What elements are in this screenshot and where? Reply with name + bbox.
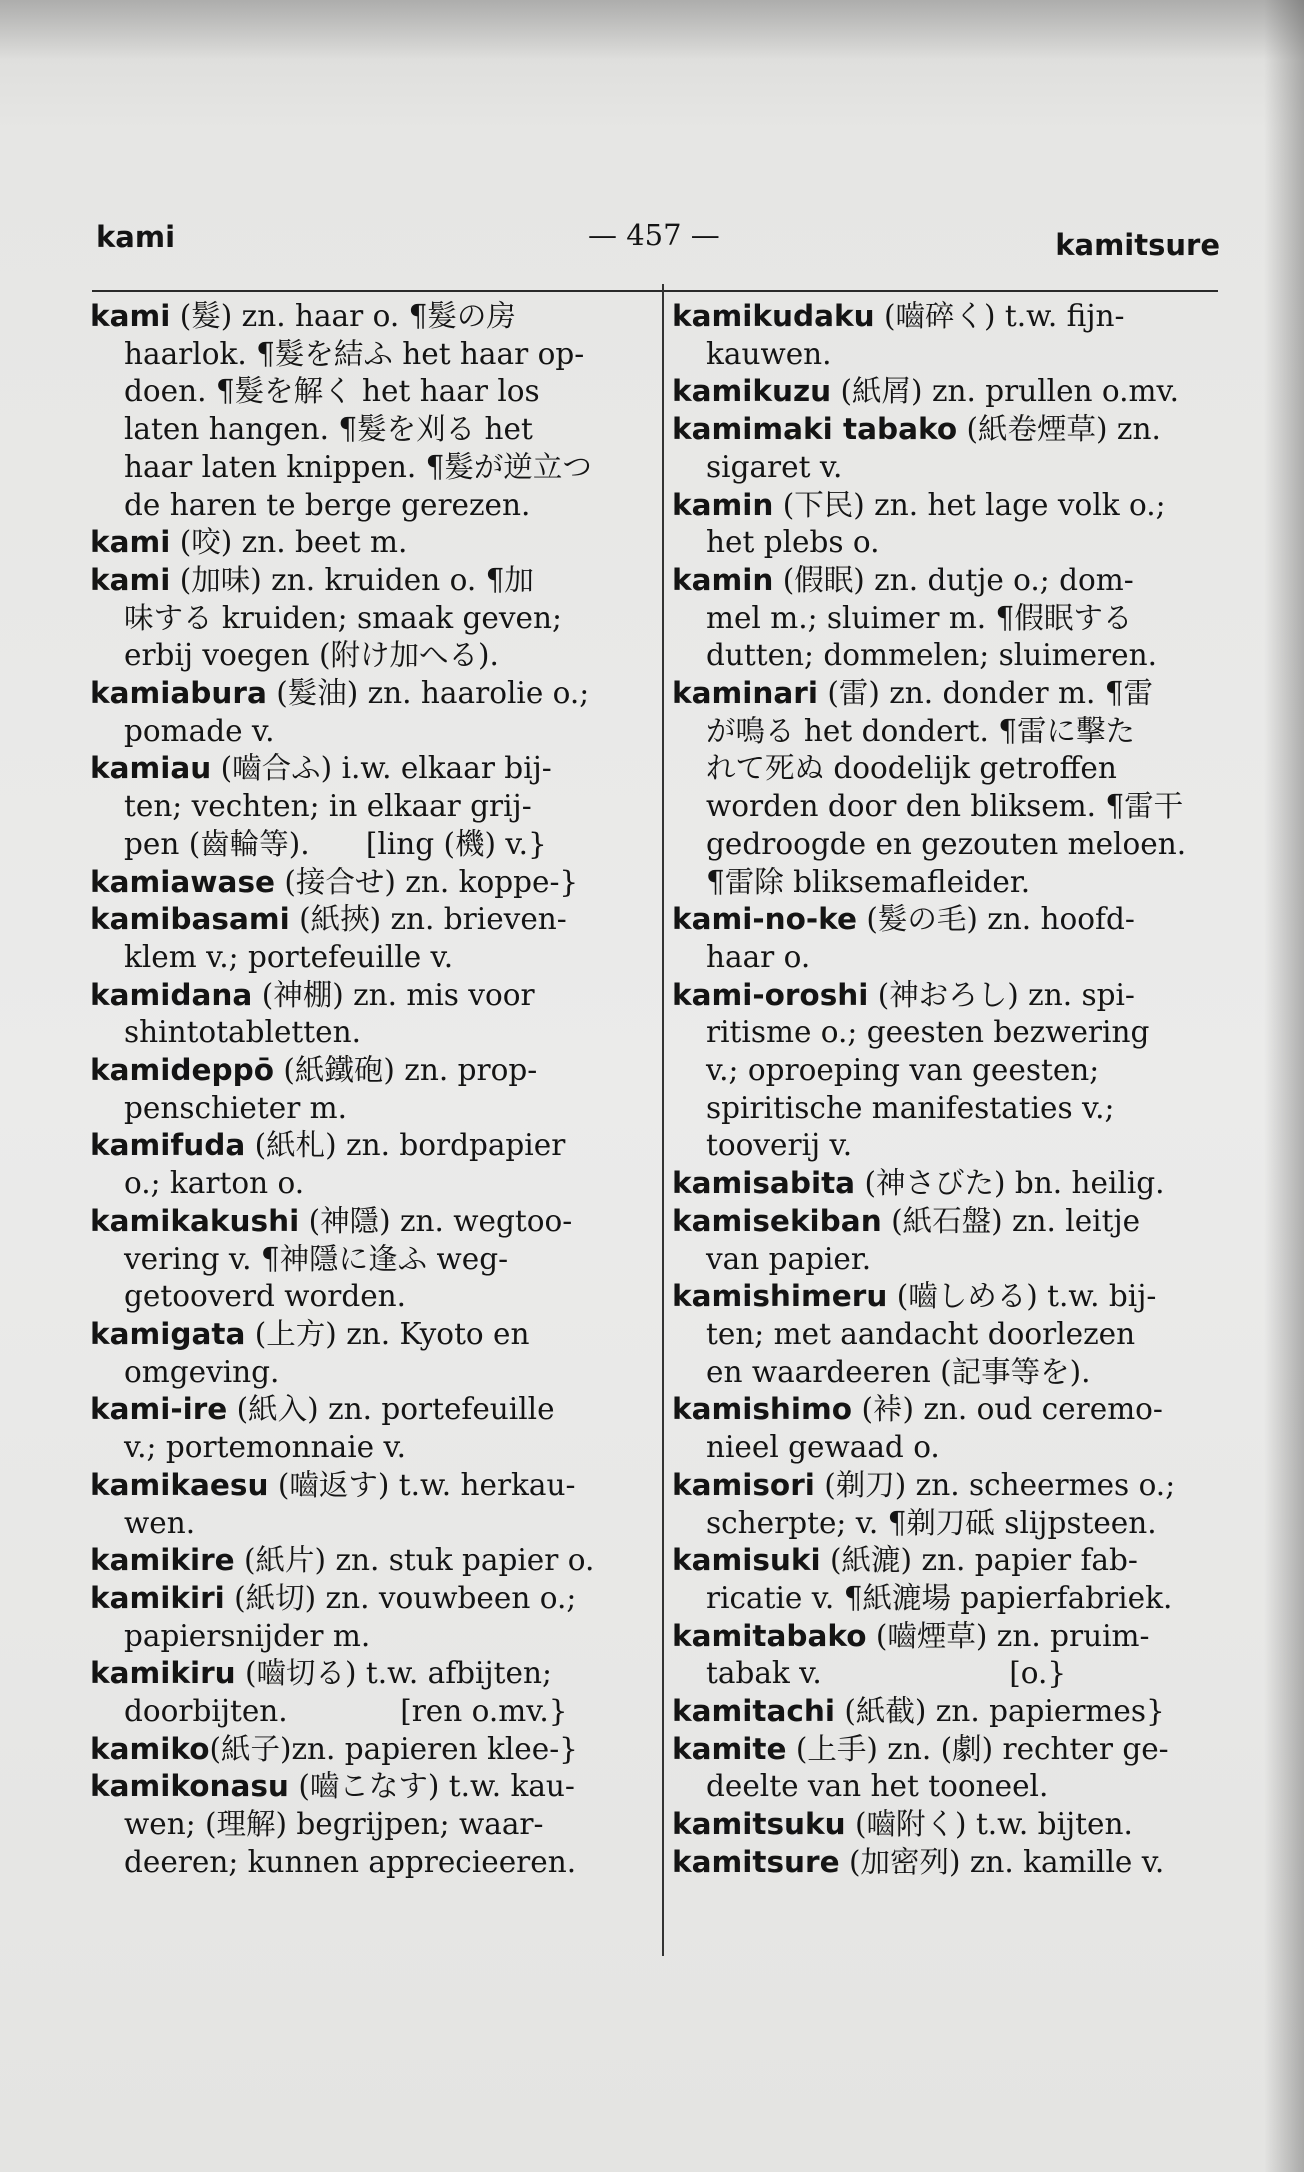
- entry-definition: (嚙附く) t.w. bijten.: [845, 1807, 1133, 1842]
- entry-headword: kamibasami: [90, 902, 290, 937]
- entry-first-line: [672, 562, 1232, 600]
- dictionary-entry: [90, 1391, 630, 1466]
- entry-continuation-line: sigaret v.: [706, 449, 843, 484]
- dictionary-entry: [672, 1165, 1232, 1203]
- entry-definition: (雷) zn. donder m. ¶雷: [817, 676, 1153, 711]
- entry-headword: kamikuzu: [672, 374, 832, 409]
- entry-headword: kami-ire: [90, 1392, 228, 1427]
- entry-headword: kamifuda: [90, 1128, 246, 1163]
- entry-continuation-line: tooverij v.: [706, 1128, 853, 1163]
- dictionary-entry: [90, 1580, 630, 1655]
- entry-continuation-line: kauwen.: [706, 336, 832, 371]
- entry-headword: kamikaesu: [90, 1467, 269, 1502]
- entry-definition: (嚙合ふ) i.w. elkaar bij-: [211, 751, 552, 786]
- entry-continuation-line: en waardeeren (記事等を).: [706, 1354, 1091, 1389]
- entry-first-line: [672, 1391, 1232, 1429]
- entry-headword: kamikudaku: [672, 299, 875, 333]
- entry-definition: (髮油) zn. haarolie o.;: [266, 676, 590, 711]
- entry-first-line: [90, 864, 630, 902]
- entry-continuation-line: ricatie v. ¶紙漉場 papierfabriek.: [706, 1580, 1173, 1615]
- entry-headword: kamiau: [90, 751, 212, 786]
- entry-continuation-line: klem v.; portefeuille v.: [124, 939, 454, 974]
- dictionary-entry: [90, 562, 630, 675]
- entry-definition: (紙子)zn. papieren klee-}: [209, 1731, 578, 1766]
- entry-headword: kamiabura: [90, 676, 267, 711]
- entry-continuation-line: laten hangen. ¶髮を刈る het: [124, 412, 533, 447]
- dictionary-entry: [672, 562, 1232, 675]
- entry-first-line: [90, 1580, 630, 1618]
- entry-definition: (上手) zn. (劇) rechter ge-: [786, 1731, 1169, 1766]
- entry-continuation-line: ritisme o.; geesten bezwering: [706, 1015, 1150, 1050]
- entry-first-line: [672, 373, 1232, 411]
- entry-first-line: [672, 411, 1232, 449]
- left-column: [90, 298, 630, 1882]
- dictionary-entry: [90, 1127, 630, 1202]
- dictionary-entry: [90, 1316, 630, 1391]
- page-top-shadow: [0, 0, 1304, 60]
- entry-headword: kamitsuku: [672, 1807, 846, 1842]
- entry-first-line: [90, 562, 630, 600]
- entry-continuation-line: tabak v. [o.}: [706, 1656, 1067, 1691]
- entry-definition: (剃刀) zn. scheermes o.;: [814, 1467, 1176, 1502]
- entry-first-line: [90, 298, 630, 336]
- entry-definition: (假眠) zn. dutje o.; dom-: [773, 562, 1134, 597]
- entry-first-line: [90, 1467, 630, 1505]
- entry-continuation-line: 味する kruiden; smaak geven;: [124, 600, 562, 635]
- entry-definition: (紙漉) zn. papier fab-: [820, 1543, 1138, 1578]
- entry-first-line: [672, 1693, 1232, 1731]
- entry-first-line: [672, 1165, 1232, 1203]
- entry-headword: kamiawase: [90, 864, 276, 899]
- entry-continuation-line: pen (齒輪等). [ling (機) v.}: [124, 826, 547, 861]
- entry-headword: kamideppō: [90, 1053, 275, 1088]
- dictionary-entry: [90, 750, 630, 863]
- entry-continuation-line: deelte van het tooneel.: [706, 1769, 1049, 1804]
- dictionary-entry: [90, 524, 630, 562]
- entry-continuation-line: van papier.: [706, 1241, 872, 1276]
- entry-headword: kamimaki tabako: [672, 412, 958, 447]
- entry-definition: (神棚) zn. mis voor: [252, 977, 535, 1012]
- dictionary-entry: [672, 1618, 1232, 1693]
- dictionary-entry: [672, 1806, 1232, 1844]
- entry-continuation-line: erbij voegen (附け加へる).: [124, 638, 499, 673]
- dictionary-entry: [90, 1467, 630, 1542]
- entry-first-line: [90, 977, 630, 1015]
- entry-continuation-line: haarlok. ¶髮を結ふ het haar op-: [124, 336, 585, 371]
- dictionary-entry: [672, 675, 1232, 901]
- entry-continuation-line: scherpte; v. ¶剃刀砥 slijpsteen.: [706, 1505, 1157, 1540]
- entry-headword: kamishimo: [672, 1392, 853, 1427]
- entry-definition: (紙切) zn. vouwbeen o.;: [224, 1580, 577, 1615]
- entry-continuation-line: れて死ぬ doodelijk getroffen: [706, 751, 1117, 786]
- dictionary-entry: [90, 1768, 630, 1881]
- dictionary-entry: [672, 1693, 1232, 1731]
- dictionary-entry: [90, 1731, 630, 1769]
- dictionary-entry: [90, 1542, 630, 1580]
- entry-first-line: [672, 487, 1232, 525]
- entry-headword: kamisori: [672, 1467, 815, 1502]
- entry-definition: (裃) zn. oud ceremo-: [852, 1392, 1163, 1427]
- entry-continuation-line: nieel gewaad o.: [706, 1430, 940, 1465]
- entry-definition: (紙屑) zn. prullen o.mv.: [831, 374, 1180, 409]
- entry-definition: (咬) zn. beet m.: [170, 525, 408, 560]
- entry-first-line: [672, 1467, 1232, 1505]
- entry-continuation-line: v.; portemonnaie v.: [124, 1430, 407, 1465]
- entry-continuation-line: ten; met aandacht doorlezen: [706, 1316, 1136, 1351]
- entry-first-line: [672, 1618, 1232, 1656]
- entry-definition: (紙挾) zn. brieven-: [289, 902, 567, 937]
- entry-continuation-line: shintotabletten.: [124, 1015, 361, 1050]
- entry-definition: (嚙煙草) zn. pruim-: [866, 1618, 1150, 1653]
- running-header: [96, 212, 1220, 262]
- entry-first-line: [672, 1278, 1232, 1316]
- dictionary-entry: [672, 1731, 1232, 1806]
- entry-continuation-line: doorbijten. [ren o.mv.}: [124, 1694, 568, 1729]
- entry-continuation-line: pomade v.: [124, 713, 275, 748]
- page-binding-shadow: [1264, 0, 1304, 2172]
- entry-headword: kamisabita: [672, 1166, 856, 1201]
- entry-definition: (紙入) zn. portefeuille: [227, 1392, 555, 1427]
- entry-headword: kamigata: [90, 1316, 246, 1351]
- dictionary-entry: [672, 977, 1232, 1166]
- entry-first-line: [90, 1203, 630, 1241]
- entry-continuation-line: deeren; kunnen apprecieeren.: [124, 1844, 577, 1879]
- entry-first-line: [90, 524, 630, 562]
- entry-definition: (紙札) zn. bordpapier: [245, 1128, 566, 1163]
- entry-continuation-line: o.; karton o.: [124, 1166, 305, 1201]
- entry-continuation-line: ten; vechten; in elkaar grij-: [124, 789, 532, 824]
- page-number: — 457 —: [588, 218, 720, 252]
- dictionary-entry: [90, 864, 630, 902]
- dictionary-entry: [672, 1542, 1232, 1617]
- entry-first-line: [672, 1731, 1232, 1769]
- entry-headword: kamisekiban: [672, 1203, 882, 1238]
- entry-headword: kamitachi: [672, 1694, 835, 1729]
- entry-headword: kami: [90, 562, 171, 597]
- entry-definition: (髮の毛) zn. hoofd-: [856, 902, 1135, 937]
- entry-headword: kami-no-ke: [672, 902, 857, 937]
- entry-continuation-line: ¶雷除 bliksemafleider.: [706, 864, 1031, 899]
- entry-first-line: [90, 1542, 630, 1580]
- entry-continuation-line: vering v. ¶神隱に逢ふ weg-: [124, 1241, 509, 1276]
- entry-first-line: [90, 1127, 630, 1165]
- entry-continuation-line: omgeving.: [124, 1354, 280, 1389]
- dictionary-entry: [672, 373, 1232, 411]
- dictionary-entry: [90, 1655, 630, 1730]
- entry-definition: (髮) zn. haar o. ¶髮の房: [170, 299, 516, 333]
- dictionary-entry: [90, 298, 630, 524]
- entry-headword: kamidana: [90, 977, 253, 1012]
- entry-definition: (嚙こなす) t.w. kau-: [288, 1769, 575, 1804]
- entry-headword: kamiko: [90, 1731, 210, 1766]
- entry-first-line: [90, 1731, 630, 1769]
- entry-definition: (神おろし) zn. spi-: [868, 977, 1135, 1012]
- entry-definition: (加味) zn. kruiden o. ¶加: [170, 562, 534, 597]
- entry-definition: (加密列) zn. kamille v.: [839, 1844, 1165, 1879]
- entry-continuation-line: wen; (理解) begrijpen; waar-: [124, 1807, 544, 1842]
- entry-definition: (嚙返す) t.w. herkau-: [268, 1467, 576, 1502]
- entry-first-line: [672, 1542, 1232, 1580]
- entry-definition: (紙片) zn. stuk papier o.: [234, 1543, 595, 1578]
- dictionary-entry: [672, 1844, 1232, 1882]
- entry-first-line: [90, 675, 630, 713]
- entry-continuation-line: haar o.: [706, 939, 811, 974]
- entry-headword: kamitsure: [672, 1844, 840, 1879]
- entry-first-line: [90, 1316, 630, 1354]
- entry-headword: kami-oroshi: [672, 977, 869, 1012]
- entry-continuation-line: wen.: [124, 1505, 196, 1540]
- entry-definition: (下民) zn. het lage volk o.;: [773, 487, 1166, 522]
- entry-first-line: [672, 298, 1232, 336]
- entry-headword: kamishimeru: [672, 1279, 888, 1314]
- header-first-word: kami: [96, 220, 176, 254]
- entry-headword: kamikiru: [90, 1656, 236, 1691]
- dictionary-entry: [90, 901, 630, 976]
- dictionary-entry: [90, 675, 630, 750]
- entry-continuation-line: mel m.; sluimer m. ¶假眠する: [706, 600, 1133, 635]
- entry-continuation-line: spiritische manifestaties v.;: [706, 1090, 1115, 1125]
- dictionary-entry: [90, 1203, 630, 1316]
- entry-headword: kamikakushi: [90, 1203, 300, 1238]
- entry-continuation-line: getooverd worden.: [124, 1279, 407, 1314]
- entry-continuation-line: het plebs o.: [706, 525, 880, 560]
- entry-first-line: [90, 750, 630, 788]
- entry-headword: kamikire: [90, 1543, 235, 1578]
- entry-continuation-line: v.; oproeping van geesten;: [706, 1053, 1100, 1088]
- entry-headword: kamite: [672, 1731, 787, 1766]
- entry-headword: kamin: [672, 487, 774, 522]
- entry-first-line: [672, 1806, 1232, 1844]
- dictionary-entry: [90, 977, 630, 1052]
- dictionary-entry: [672, 411, 1232, 486]
- entry-continuation-line: penschieter m.: [124, 1090, 348, 1125]
- entry-headword: kamin: [672, 562, 774, 597]
- entry-definition: (嚙切る) t.w. afbijten;: [235, 1656, 552, 1691]
- entry-continuation-line: de haren te berge gerezen.: [124, 487, 531, 522]
- entry-continuation-line: worden door den bliksem. ¶雷干: [706, 789, 1184, 824]
- entry-headword: kamikonasu: [90, 1769, 289, 1804]
- entry-definition: (接合せ) zn. koppe-}: [275, 864, 579, 899]
- entry-continuation-line: papiersnijder m.: [124, 1618, 371, 1653]
- dictionary-entry: [90, 1052, 630, 1127]
- entry-headword: kamisuki: [672, 1543, 821, 1578]
- right-column: [672, 298, 1232, 1882]
- entry-definition: (嚙しめる) t.w. bij-: [887, 1279, 1157, 1314]
- dictionary-entry: [672, 1467, 1232, 1542]
- entry-first-line: [672, 977, 1232, 1015]
- dictionary-entry: [672, 1278, 1232, 1391]
- entry-headword: kamitabako: [672, 1618, 867, 1653]
- entry-headword: kami: [90, 525, 171, 560]
- header-rule: [92, 290, 1218, 292]
- entry-definition: (神隱) zn. wegtoo-: [299, 1203, 573, 1238]
- entry-definition: (嚙碎く) t.w. fijn-: [874, 299, 1125, 333]
- entry-definition: (紙卷煙草) zn.: [957, 412, 1161, 447]
- entry-first-line: [90, 1768, 630, 1806]
- entry-first-line: [672, 901, 1232, 939]
- dictionary-entry: [672, 1391, 1232, 1466]
- entry-definition: (神さびた) bn. heilig.: [855, 1166, 1165, 1201]
- entry-first-line: [672, 1203, 1232, 1241]
- dictionary-entry: [672, 901, 1232, 976]
- entry-continuation-line: haar laten knippen. ¶髮が逆立つ: [124, 449, 592, 484]
- entry-first-line: [672, 675, 1232, 713]
- entry-headword: kaminari: [672, 676, 818, 711]
- entry-continuation-line: dutten; dommelen; sluimeren.: [706, 638, 1157, 673]
- entry-definition: (紙鐵砲) zn. prop-: [274, 1053, 538, 1088]
- entry-headword: kamikiri: [90, 1580, 225, 1615]
- dictionary-entry: [672, 298, 1232, 373]
- dictionary-entry: [672, 1203, 1232, 1278]
- dictionary-entry: [672, 487, 1232, 562]
- entry-first-line: [90, 1052, 630, 1090]
- entry-continuation-line: gedroogde en gezouten meloen.: [706, 826, 1187, 861]
- entry-first-line: [672, 1844, 1232, 1882]
- entry-first-line: [90, 1655, 630, 1693]
- entry-first-line: [90, 1391, 630, 1429]
- entry-first-line: [90, 901, 630, 939]
- entry-continuation-line: doen. ¶髮を解く het haar los: [124, 374, 540, 409]
- entry-headword: kami: [90, 299, 171, 333]
- entry-continuation-line: が鳴る het dondert. ¶雷に擊た: [706, 713, 1136, 748]
- header-last-word: kamitsure: [1055, 228, 1220, 262]
- column-divider: [662, 284, 664, 1956]
- entry-definition: (紙石盤) zn. leitje: [881, 1203, 1141, 1238]
- entry-definition: (上方) zn. Kyoto en: [245, 1316, 530, 1351]
- entry-definition: (紙截) zn. papiermes}: [835, 1694, 1165, 1729]
